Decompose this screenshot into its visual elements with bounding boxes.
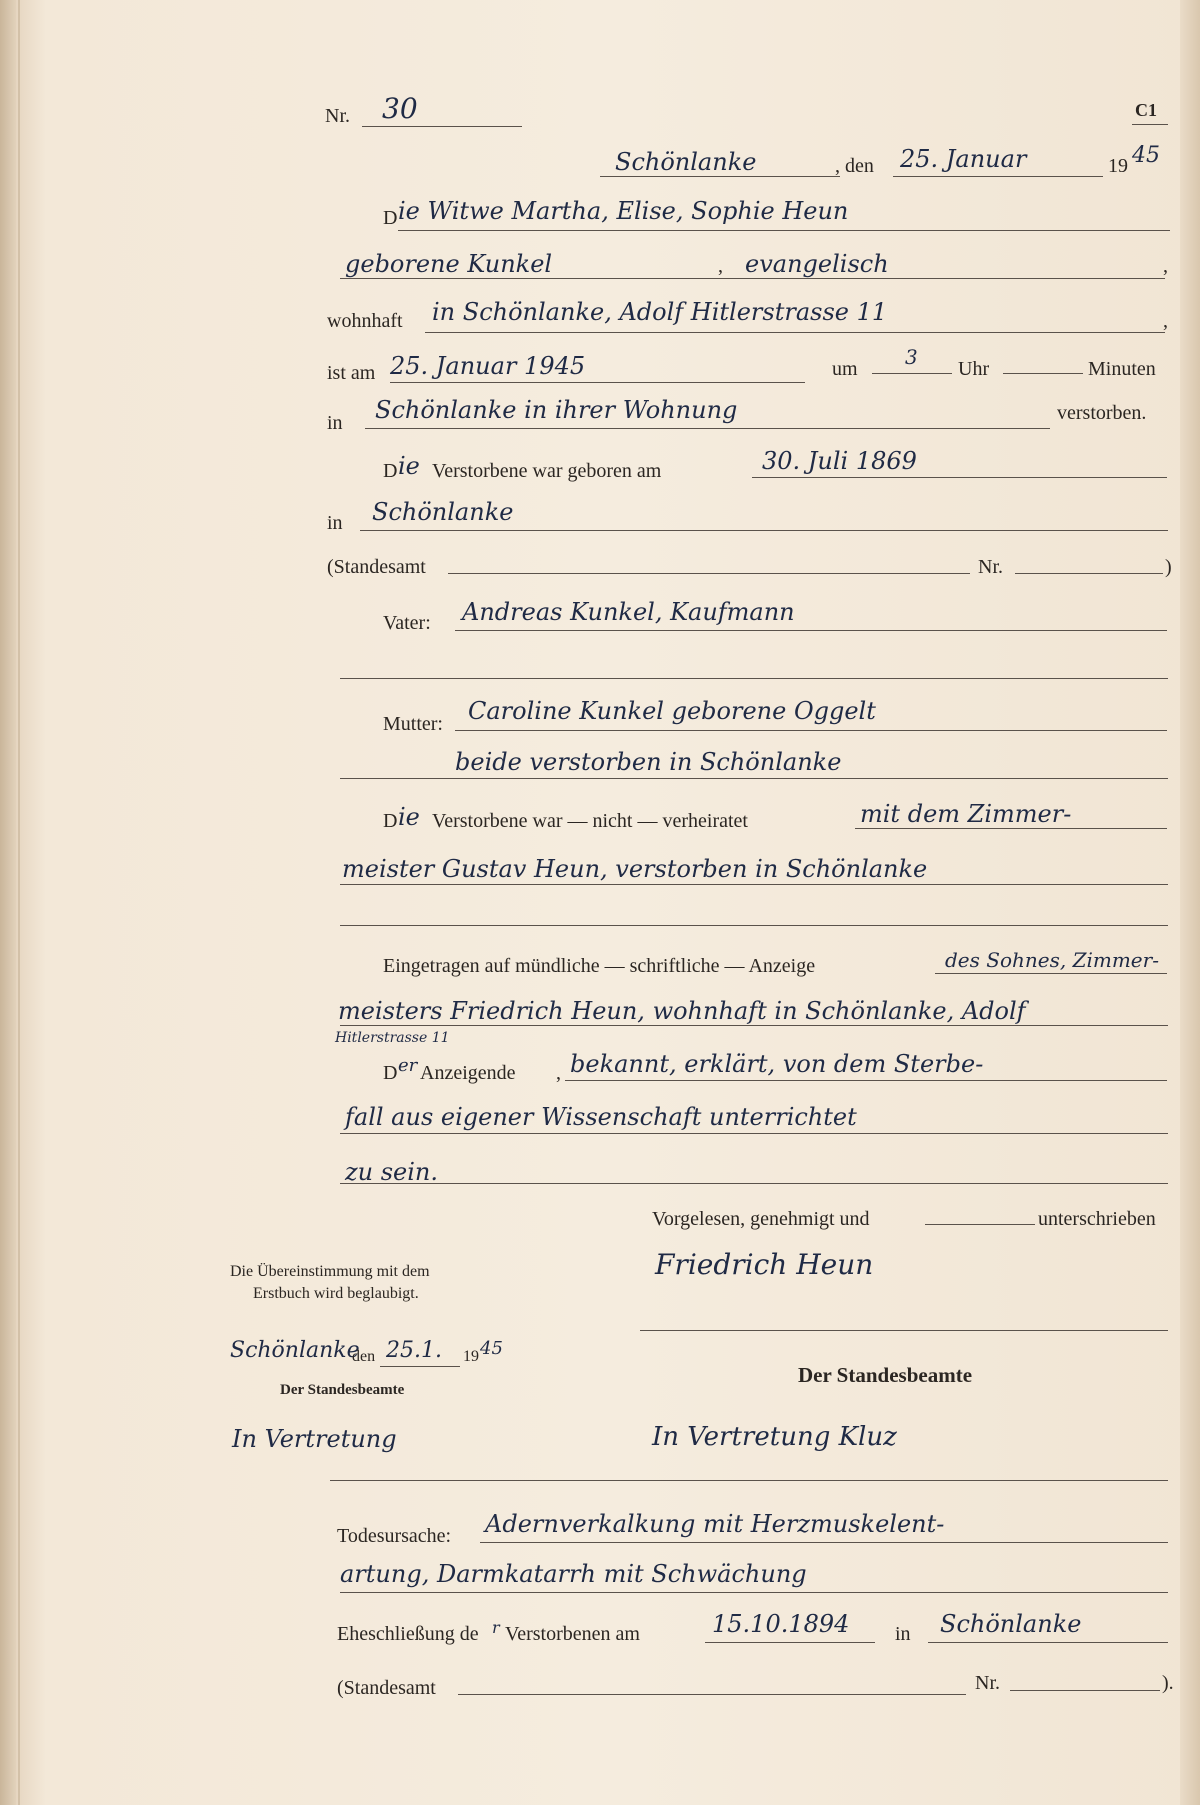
cert-den: den	[352, 1348, 376, 1365]
year-prefix: 19	[1108, 155, 1128, 177]
cert-signature-hw: In Vertretung	[232, 1425, 397, 1453]
day-month-hw: 25. Januar	[900, 145, 1027, 173]
cause-hw-1: Adernverkalkung mit Herzmuskelent-	[485, 1510, 945, 1538]
married-hw-2: meister Gustav Heun, verstorben in Schönlanke	[342, 855, 928, 883]
standesamt-2-nr-line	[1010, 1690, 1160, 1691]
informant-hw-1: des Sohnes, Zimmer-	[945, 948, 1159, 972]
informant-signature: Friedrich Heun	[655, 1248, 874, 1281]
registrar-signature: In Vertretung Kluz	[652, 1422, 897, 1452]
cert-place-hw: Schönlanke	[230, 1338, 360, 1363]
anzeigende-hw-3: zu sein.	[345, 1158, 439, 1186]
minutes-line	[1003, 373, 1083, 374]
register-mark: C1	[1135, 100, 1157, 120]
cert-year-suffix: 45	[480, 1338, 503, 1359]
anzeigende-hw-1: bekannt, erklärt, von dem Sterbe-	[570, 1050, 984, 1078]
day-line	[893, 176, 1103, 177]
book-binding	[0, 0, 16, 1805]
married-sentence: Verstorbene war — nicht — verheiratet	[432, 810, 748, 832]
informant-line-1	[935, 973, 1167, 974]
marriage-date-hw: 15.10.1894	[712, 1610, 850, 1638]
death-place-line	[365, 428, 1050, 429]
vorgelesen-2: unterschrieben	[1038, 1208, 1156, 1230]
cert-line-1: Die Übereinstimmung mit dem	[230, 1263, 430, 1280]
standesamt-2-close: ).	[1162, 1672, 1174, 1694]
death-place-hw: Schönlanke in ihrer Wohnung	[375, 396, 738, 424]
in-label: in	[327, 412, 343, 434]
anzeigende-line-1	[565, 1080, 1167, 1081]
religion-hw: evangelisch	[745, 250, 889, 278]
anzeigende-prefix-hw: er	[398, 1055, 418, 1076]
signature-line	[640, 1330, 1168, 1331]
minuten-label: Minuten	[1088, 358, 1156, 380]
date-sep: , den	[835, 155, 874, 177]
death-date-line	[390, 382, 805, 383]
cause-line-2	[340, 1592, 1168, 1593]
anzeigende-hw-2: fall aus eigener Wissenschaft unterrichtet	[345, 1103, 857, 1131]
binding-edge	[18, 0, 20, 1805]
cert-date-line	[380, 1366, 460, 1367]
standesamt-2-open: (Standesamt	[337, 1677, 436, 1699]
standesamt-open: (Standesamt	[327, 556, 426, 578]
anzeigende-label: Anzeigende	[420, 1062, 516, 1084]
place-hw: Schönlanke	[615, 148, 757, 176]
cause-line-1	[480, 1542, 1168, 1543]
standesbeamte-title: Der Standesbeamte	[798, 1363, 973, 1387]
verstorben-label: verstorben.	[1057, 402, 1147, 424]
hour-line	[872, 373, 952, 374]
comma-3: ,	[1163, 310, 1168, 332]
ist-am-label: ist am	[327, 362, 376, 384]
cause-hw-2: artung, Darmkatarrh mit Schwächung	[340, 1560, 807, 1588]
standesamt-line	[448, 573, 970, 574]
vater-hw: Andreas Kunkel, Kaufmann	[462, 598, 795, 626]
person-hw: ie Witwe Martha, Elise, Sophie Heun	[398, 197, 849, 225]
separator-rule	[330, 1480, 1168, 1481]
eheschliessung-gender-hw: r	[492, 1618, 500, 1637]
marriage-place-line	[928, 1642, 1168, 1643]
cert-line-2: Erstbuch wird beglaubigt.	[253, 1285, 419, 1302]
register-mark-underline	[1132, 124, 1168, 125]
d-prefix-2: D	[383, 460, 398, 482]
informant-hw-2: meisters Friedrich Heun, wohnhaft in Schönlanke, Adolf	[338, 997, 1026, 1025]
marriage-in-label: in	[895, 1623, 911, 1645]
mutter-hw-1: Caroline Kunkel geborene Oggelt	[468, 697, 876, 725]
married-line-1	[855, 828, 1167, 829]
vorgelesen-1: Vorgelesen, genehmigt und	[652, 1208, 870, 1230]
nr-line	[362, 126, 522, 127]
anzeigende-line-2	[340, 1133, 1168, 1134]
todesursache-label: Todesursache:	[337, 1525, 452, 1547]
nr-label: Nr.	[325, 105, 350, 127]
standesamt-nr: Nr.	[978, 556, 1003, 578]
comma-1: ,	[718, 255, 723, 277]
mutter-label: Mutter:	[383, 713, 443, 735]
cert-date-hw: 25.1.	[386, 1338, 442, 1363]
birth-date-line	[752, 477, 1167, 478]
hour-hw: 3	[905, 345, 918, 369]
vorgelesen-line	[925, 1224, 1035, 1225]
born-sentence: Verstorbene war geboren am	[432, 460, 662, 482]
eheschliessung-label-a: Eheschließung de	[337, 1623, 479, 1645]
standesamt-2-nr: Nr.	[975, 1672, 1000, 1694]
birth-date-hw: 30. Juli 1869	[762, 447, 917, 475]
mutter-line-2	[340, 778, 1168, 779]
comma-4: ,	[556, 1062, 561, 1084]
birth-place-hw: Schönlanke	[372, 498, 514, 526]
eingetragen-label: Eingetragen auf mündliche — schriftliche — Anzeige	[383, 955, 816, 977]
standesamt-2-line	[458, 1694, 966, 1695]
born-line	[340, 278, 1165, 279]
d-prefix-4: D	[383, 1062, 398, 1084]
standesamt-close: )	[1165, 556, 1172, 578]
married-hw-1: mit dem Zimmer-	[860, 800, 1072, 828]
birth-place-line	[360, 530, 1168, 531]
place-line	[600, 176, 840, 177]
um-label: um	[832, 358, 858, 380]
mutter-hw-2: beide verstorben in Schönlanke	[455, 748, 842, 776]
wohnhaft-label: wohnhaft	[327, 310, 403, 332]
vater-label: Vater:	[383, 612, 431, 634]
standesamt-nr-line	[1015, 573, 1163, 574]
informant-hw-3: Hitlerstrasse 11	[335, 1030, 450, 1046]
comma-2: ,	[1163, 255, 1168, 277]
anzeigende-line-3	[340, 1183, 1168, 1184]
nr-value: 30	[382, 92, 418, 125]
cert-standesbeamte: Der Standesbeamte	[280, 1382, 405, 1398]
married-line-3	[340, 925, 1168, 926]
person-line	[398, 230, 1170, 231]
marriage-place-hw: Schönlanke	[940, 1610, 1082, 1638]
mutter-line-1	[455, 730, 1167, 731]
d-prefix-3: D	[383, 810, 398, 832]
born-prefix-hw: ie	[398, 452, 420, 480]
informant-line-2	[340, 1025, 1168, 1026]
page-edge	[1180, 0, 1200, 1805]
year-suffix-hw: 45	[1132, 143, 1160, 168]
uhr-label: Uhr	[958, 358, 990, 380]
married-line-2	[340, 884, 1168, 885]
eheschliessung-label-b: Verstorbenen am	[505, 1623, 640, 1645]
address-hw: in Schönlanke, Adolf Hitlerstrasse 11	[432, 298, 888, 326]
address-line	[425, 332, 1165, 333]
vater-line	[455, 630, 1167, 631]
vater-line-2	[340, 678, 1168, 679]
in-label-2: in	[327, 512, 343, 534]
cert-year-prefix: 19	[463, 1348, 479, 1365]
death-date-hw: 25. Januar 1945	[390, 352, 586, 380]
d-prefix: D	[383, 207, 398, 229]
married-prefix-hw: ie	[398, 803, 420, 831]
born-hw: geborene Kunkel	[345, 250, 553, 278]
marriage-date-line	[705, 1642, 875, 1643]
